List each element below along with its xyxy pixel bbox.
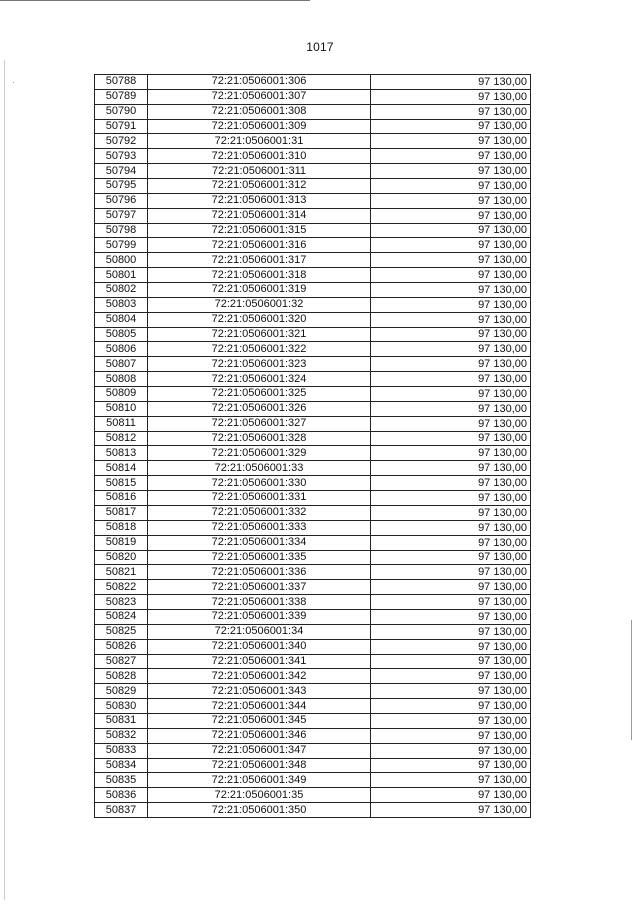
table-row — [95, 758, 531, 773]
table-row — [95, 297, 531, 312]
row-number: 50799 — [95, 238, 148, 253]
table-row — [95, 773, 531, 788]
amount: 97 130,00 — [371, 208, 531, 223]
row-number: 50834 — [95, 758, 148, 773]
table-row — [95, 372, 531, 387]
table-row — [95, 624, 531, 639]
cadastral-number: 72:21:0506001:33 — [148, 461, 371, 476]
amount: 97 130,00 — [371, 758, 531, 773]
table-row — [95, 149, 531, 164]
row-number: 50807 — [95, 357, 148, 372]
row-number: 50802 — [95, 283, 148, 298]
cadastral-number: 72:21:0506001:347 — [148, 743, 371, 758]
row-number: 50801 — [95, 268, 148, 283]
amount: 97 130,00 — [371, 788, 531, 803]
amount: 97 130,00 — [371, 164, 531, 179]
table-row — [95, 491, 531, 506]
table-row — [95, 580, 531, 595]
amount: 97 130,00 — [371, 639, 531, 654]
table-row — [95, 535, 531, 550]
amount: 97 130,00 — [371, 446, 531, 461]
amount: 97 130,00 — [371, 357, 531, 372]
table-row — [95, 327, 531, 342]
row-number: 50833 — [95, 743, 148, 758]
amount: 97 130,00 — [371, 505, 531, 520]
table-row — [95, 416, 531, 431]
amount: 97 130,00 — [371, 580, 531, 595]
row-number: 50830 — [95, 699, 148, 714]
row-number: 50800 — [95, 253, 148, 268]
table-row — [95, 461, 531, 476]
table-row — [95, 654, 531, 669]
row-number: 50836 — [95, 788, 148, 803]
amount: 97 130,00 — [371, 327, 531, 342]
cadastral-number: 72:21:0506001:323 — [148, 357, 371, 372]
cadastral-number: 72:21:0506001:344 — [148, 699, 371, 714]
row-number: 50806 — [95, 342, 148, 357]
table-row — [95, 713, 531, 728]
cadastral-number: 72:21:0506001:339 — [148, 609, 371, 624]
row-number: 50824 — [95, 609, 148, 624]
table-row — [95, 104, 531, 119]
cadastral-number: 72:21:0506001:332 — [148, 505, 371, 520]
cadastral-number: 72:21:0506001:345 — [148, 713, 371, 728]
amount: 97 130,00 — [371, 297, 531, 312]
row-number: 50793 — [95, 149, 148, 164]
amount: 97 130,00 — [371, 179, 531, 194]
cadastral-number: 72:21:0506001:330 — [148, 476, 371, 491]
cadastral-number: 72:21:0506001:338 — [148, 595, 371, 610]
register-table — [94, 74, 531, 818]
amount: 97 130,00 — [371, 223, 531, 238]
row-number: 50816 — [95, 491, 148, 506]
amount: 97 130,00 — [371, 401, 531, 416]
table-row — [95, 357, 531, 372]
scan-mark: · — [12, 78, 15, 87]
cadastral-number: 72:21:0506001:334 — [148, 535, 371, 550]
cadastral-number: 72:21:0506001:350 — [148, 803, 371, 818]
row-number: 50812 — [95, 431, 148, 446]
row-number: 50788 — [95, 75, 148, 90]
amount: 97 130,00 — [371, 193, 531, 208]
table-row — [95, 669, 531, 684]
amount: 97 130,00 — [371, 476, 531, 491]
amount: 97 130,00 — [371, 134, 531, 149]
table-row — [95, 743, 531, 758]
amount: 97 130,00 — [371, 238, 531, 253]
amount: 97 130,00 — [371, 89, 531, 104]
cadastral-number: 72:21:0506001:34 — [148, 624, 371, 639]
table-row — [95, 268, 531, 283]
cadastral-number: 72:21:0506001:308 — [148, 104, 371, 119]
cadastral-number: 72:21:0506001:316 — [148, 238, 371, 253]
amount: 97 130,00 — [371, 699, 531, 714]
scan-edge-left — [4, 60, 5, 900]
amount: 97 130,00 — [371, 773, 531, 788]
amount: 97 130,00 — [371, 461, 531, 476]
amount: 97 130,00 — [371, 609, 531, 624]
cadastral-number: 72:21:0506001:321 — [148, 327, 371, 342]
cadastral-number: 72:21:0506001:318 — [148, 268, 371, 283]
amount: 97 130,00 — [371, 491, 531, 506]
amount: 97 130,00 — [371, 119, 531, 134]
cadastral-number: 72:21:0506001:317 — [148, 253, 371, 268]
cadastral-number: 72:21:0506001:333 — [148, 520, 371, 535]
table-row — [95, 788, 531, 803]
table-row — [95, 609, 531, 624]
cadastral-number: 72:21:0506001:342 — [148, 669, 371, 684]
cadastral-number: 72:21:0506001:348 — [148, 758, 371, 773]
row-number: 50795 — [95, 179, 148, 194]
cadastral-number: 72:21:0506001:32 — [148, 297, 371, 312]
cadastral-number: 72:21:0506001:327 — [148, 416, 371, 431]
table-row — [95, 728, 531, 743]
row-number: 50829 — [95, 684, 148, 699]
table-row — [95, 595, 531, 610]
table-row — [95, 253, 531, 268]
table-row — [95, 119, 531, 134]
table-row — [95, 164, 531, 179]
row-number: 50791 — [95, 119, 148, 134]
amount: 97 130,00 — [371, 372, 531, 387]
amount: 97 130,00 — [371, 253, 531, 268]
row-number: 50835 — [95, 773, 148, 788]
row-number: 50831 — [95, 713, 148, 728]
amount: 97 130,00 — [371, 624, 531, 639]
cadastral-number: 72:21:0506001:325 — [148, 387, 371, 402]
row-number: 50814 — [95, 461, 148, 476]
table-row — [95, 803, 531, 818]
row-number: 50792 — [95, 134, 148, 149]
row-number: 50826 — [95, 639, 148, 654]
cadastral-number: 72:21:0506001:341 — [148, 654, 371, 669]
table-row — [95, 342, 531, 357]
row-number: 50825 — [95, 624, 148, 639]
table-row — [95, 312, 531, 327]
row-number: 50805 — [95, 327, 148, 342]
cadastral-number: 72:21:0506001:324 — [148, 372, 371, 387]
amount: 97 130,00 — [371, 104, 531, 119]
cadastral-number: 72:21:0506001:337 — [148, 580, 371, 595]
row-number: 50798 — [95, 223, 148, 238]
amount: 97 130,00 — [371, 684, 531, 699]
cadastral-number: 72:21:0506001:331 — [148, 491, 371, 506]
amount: 97 130,00 — [371, 803, 531, 818]
row-number: 50817 — [95, 505, 148, 520]
amount: 97 130,00 — [371, 149, 531, 164]
amount: 97 130,00 — [371, 713, 531, 728]
table-row — [95, 431, 531, 446]
table-row — [95, 684, 531, 699]
amount: 97 130,00 — [371, 595, 531, 610]
row-number: 50810 — [95, 401, 148, 416]
table-row — [95, 223, 531, 238]
cadastral-number: 72:21:0506001:310 — [148, 149, 371, 164]
top-rule — [0, 0, 310, 1]
row-number: 50827 — [95, 654, 148, 669]
cadastral-number: 72:21:0506001:309 — [148, 119, 371, 134]
row-number: 50789 — [95, 89, 148, 104]
cadastral-number: 72:21:0506001:320 — [148, 312, 371, 327]
cadastral-number: 72:21:0506001:335 — [148, 550, 371, 565]
cadastral-number: 72:21:0506001:328 — [148, 431, 371, 446]
amount: 97 130,00 — [371, 669, 531, 684]
register-table-body — [95, 75, 531, 818]
amount: 97 130,00 — [371, 654, 531, 669]
table-row — [95, 179, 531, 194]
row-number: 50796 — [95, 193, 148, 208]
row-number: 50808 — [95, 372, 148, 387]
row-number: 50823 — [95, 595, 148, 610]
row-number: 50822 — [95, 580, 148, 595]
cadastral-number: 72:21:0506001:35 — [148, 788, 371, 803]
row-number: 50828 — [95, 669, 148, 684]
table-row — [95, 639, 531, 654]
amount: 97 130,00 — [371, 387, 531, 402]
amount: 97 130,00 — [371, 728, 531, 743]
row-number: 50813 — [95, 446, 148, 461]
row-number: 50837 — [95, 803, 148, 818]
cadastral-number: 72:21:0506001:336 — [148, 565, 371, 580]
row-number: 50820 — [95, 550, 148, 565]
cadastral-number: 72:21:0506001:322 — [148, 342, 371, 357]
cadastral-number: 72:21:0506001:314 — [148, 208, 371, 223]
table-row — [95, 446, 531, 461]
cadastral-number: 72:21:0506001:329 — [148, 446, 371, 461]
cadastral-number: 72:21:0506001:343 — [148, 684, 371, 699]
row-number: 50797 — [95, 208, 148, 223]
table-row — [95, 238, 531, 253]
table-row — [95, 520, 531, 535]
amount: 97 130,00 — [371, 520, 531, 535]
cadastral-number: 72:21:0506001:315 — [148, 223, 371, 238]
scan-edge-right — [631, 620, 632, 740]
cadastral-number: 72:21:0506001:349 — [148, 773, 371, 788]
row-number: 50818 — [95, 520, 148, 535]
row-number: 50811 — [95, 416, 148, 431]
cadastral-number: 72:21:0506001:311 — [148, 164, 371, 179]
table-row — [95, 134, 531, 149]
cadastral-number: 72:21:0506001:307 — [148, 89, 371, 104]
cadastral-number: 72:21:0506001:312 — [148, 179, 371, 194]
cadastral-number: 72:21:0506001:346 — [148, 728, 371, 743]
table-row — [95, 550, 531, 565]
row-number: 50804 — [95, 312, 148, 327]
amount: 97 130,00 — [371, 268, 531, 283]
table-row — [95, 283, 531, 298]
amount: 97 130,00 — [371, 312, 531, 327]
page-number: 1017 — [306, 40, 334, 54]
row-number: 50790 — [95, 104, 148, 119]
row-number: 50803 — [95, 297, 148, 312]
table-row — [95, 193, 531, 208]
cadastral-number: 72:21:0506001:319 — [148, 283, 371, 298]
amount: 97 130,00 — [371, 75, 531, 90]
table-row — [95, 387, 531, 402]
table-row — [95, 208, 531, 223]
row-number: 50809 — [95, 387, 148, 402]
table-row — [95, 699, 531, 714]
cadastral-number: 72:21:0506001:31 — [148, 134, 371, 149]
table-row — [95, 565, 531, 580]
amount: 97 130,00 — [371, 342, 531, 357]
cadastral-number: 72:21:0506001:340 — [148, 639, 371, 654]
amount: 97 130,00 — [371, 743, 531, 758]
amount: 97 130,00 — [371, 565, 531, 580]
table-row — [95, 75, 531, 90]
amount: 97 130,00 — [371, 283, 531, 298]
table-row — [95, 89, 531, 104]
table-row — [95, 401, 531, 416]
table-row — [95, 505, 531, 520]
cadastral-number: 72:21:0506001:326 — [148, 401, 371, 416]
row-number: 50819 — [95, 535, 148, 550]
cadastral-number: 72:21:0506001:306 — [148, 75, 371, 90]
row-number: 50821 — [95, 565, 148, 580]
amount: 97 130,00 — [371, 550, 531, 565]
amount: 97 130,00 — [371, 431, 531, 446]
cadastral-number: 72:21:0506001:313 — [148, 193, 371, 208]
row-number: 50794 — [95, 164, 148, 179]
row-number: 50815 — [95, 476, 148, 491]
table-row — [95, 476, 531, 491]
amount: 97 130,00 — [371, 416, 531, 431]
amount: 97 130,00 — [371, 535, 531, 550]
row-number: 50832 — [95, 728, 148, 743]
